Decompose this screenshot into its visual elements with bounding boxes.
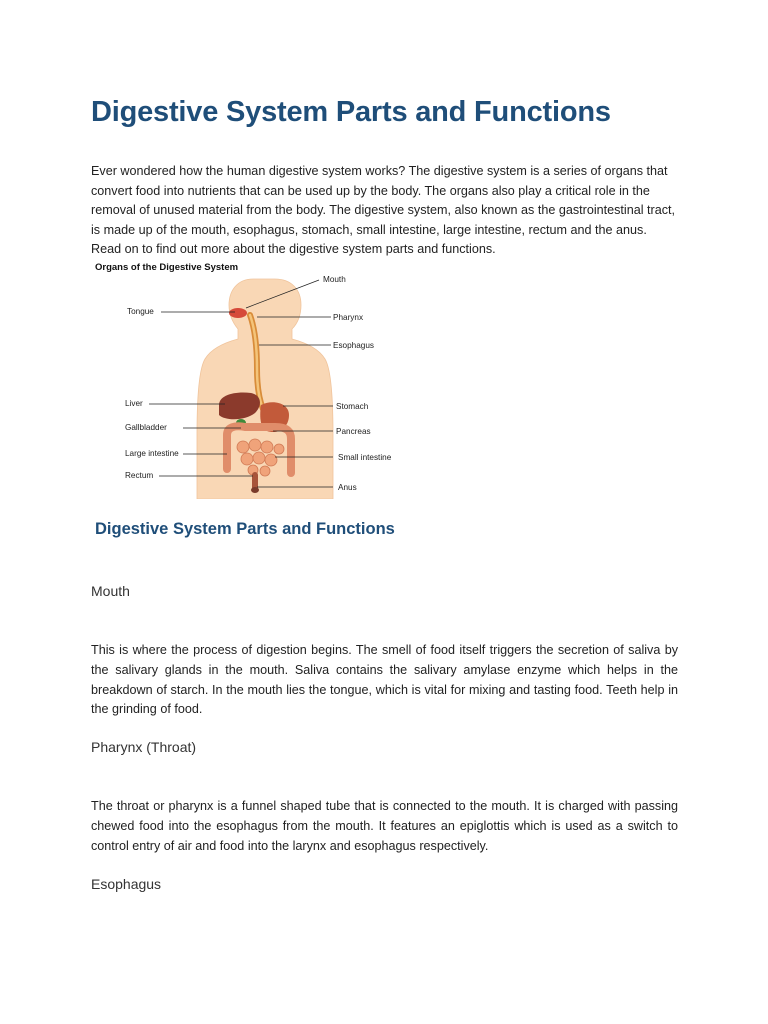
- heading-mouth: Mouth: [91, 583, 130, 599]
- label-mouth: Mouth: [323, 275, 346, 284]
- page-title: Digestive System Parts and Functions: [91, 96, 611, 128]
- label-large-intestine: Large intestine: [125, 449, 179, 458]
- heading-pharynx: Pharynx (Throat): [91, 739, 197, 755]
- label-pancreas: Pancreas: [336, 427, 371, 436]
- label-stomach: Stomach: [336, 402, 369, 411]
- label-gallbladder: Gallbladder: [125, 423, 167, 432]
- diagram-svg: [95, 259, 415, 499]
- label-anus: Anus: [338, 483, 357, 492]
- paragraph-mouth: This is where the process of digestion begins. The smell of food itself triggers the secretion of saliva by the salivary glands in the mouth. Saliva contains the salivary amylase enzyme which helps in the breakdown of starch. In the mouth lies the tongue, which is vital for mixing and tasting food. Teeth help in the grinding of food.: [91, 643, 678, 717]
- label-liver: Liver: [125, 399, 143, 408]
- label-small-intestine: Small intestine: [338, 453, 392, 462]
- section-title: Digestive System Parts and Functions: [95, 520, 395, 538]
- label-rectum: Rectum: [125, 471, 154, 480]
- label-pharynx: Pharynx: [333, 313, 364, 322]
- heading-esophagus: Esophagus: [91, 876, 162, 892]
- diagram-caption: Organs of the Digestive System: [95, 262, 239, 273]
- intro-paragraph: Ever wondered how the human digestive system works? The digestive system is a series of organs that convert food into nutrients that can be used up by the body. The organs also play a critical role in the removal of unused material from the body. The digestive system, also known as the gastrointestinal tract, is made up of the mouth, esophagus, stomach, small intestine, large intestine, rectum and the anus. Read on to find out more about the digestive system parts and functions.: [91, 164, 676, 257]
- tongue-shape: [229, 308, 247, 318]
- paragraph-pharynx: The throat or pharynx is a funnel shaped tube that is connected to the mouth. It is charged with passing chewed food into the esophagus from the mouth. It features an epiglottis which is used as a switch to control entry of air and food into the larynx and esophagus respectively.: [91, 799, 678, 853]
- digestive-system-diagram: [95, 259, 415, 499]
- anus-shape: [251, 487, 259, 493]
- label-tongue: Tongue: [127, 307, 154, 316]
- label-esophagus: Esophagus: [333, 341, 374, 350]
